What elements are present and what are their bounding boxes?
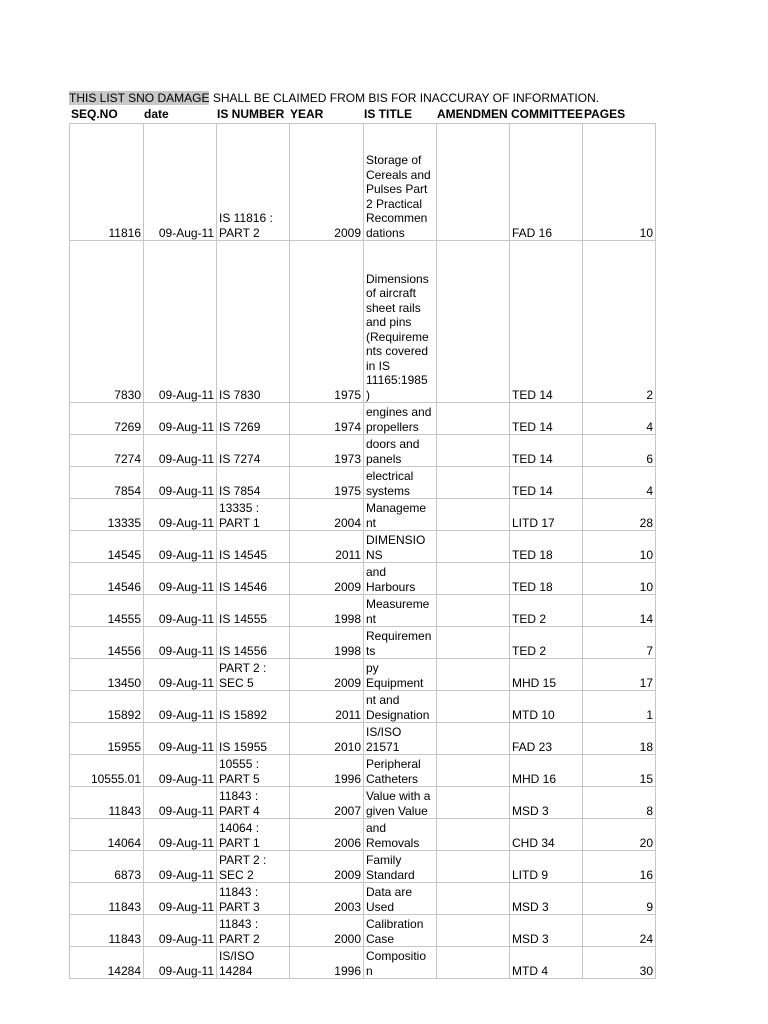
cell-date: 09-Aug-11 [144,467,217,499]
cell-is-title: IS/ISO 21571 [364,723,437,755]
cell-is-title: Requiremen ts [364,627,437,659]
cell-year: 2010 [290,723,364,755]
cell-pages: 28 [583,499,656,531]
cell-is-title: Value with a given Value [364,787,437,819]
cell-date: 09-Aug-11 [144,787,217,819]
cell-amendment [437,627,510,659]
cell-pages: 16 [583,851,656,883]
cell-pages: 2 [583,241,656,403]
cell-committee: MTD 4 [510,947,583,979]
cell-committee: MHD 16 [510,755,583,787]
cell-is-title: Storage of Cereals and Pulses Part 2 Practical Recommen dations [364,124,437,241]
cell-is-title: Dimensions of aircraft sheet rails and pins (Requireme nts covered in IS 11165:1985 ) [364,241,437,403]
cell-is-title: Peripheral Catheters [364,755,437,787]
cell-seq-no: 14284 [70,947,144,979]
cell-pages: 24 [583,915,656,947]
table-row [70,499,656,531]
cell-year: 2011 [290,531,364,563]
cell-amendment [437,499,510,531]
cell-pages: 1 [583,691,656,723]
cell-committee: TED 14 [510,241,583,403]
cell-pages: 10 [583,563,656,595]
cell-date: 09-Aug-11 [144,124,217,241]
cell-year: 1998 [290,627,364,659]
header-is-number: IS NUMBER [217,107,285,121]
header-seq-no: SEQ.NO [71,107,118,121]
cell-committee: TED 14 [510,467,583,499]
cell-year: 2011 [290,691,364,723]
cell-year: 1996 [290,947,364,979]
table-row [70,691,656,723]
cell-date: 09-Aug-11 [144,915,217,947]
cell-is-number: 13335 : PART 1 [217,499,290,531]
cell-year: 2004 [290,499,364,531]
table-row [70,723,656,755]
cell-seq-no: 11843 [70,787,144,819]
cell-amendment [437,851,510,883]
cell-seq-no: 14545 [70,531,144,563]
cell-year: 2006 [290,819,364,851]
cell-is-number: PART 2 : SEC 2 [217,851,290,883]
cell-date: 09-Aug-11 [144,723,217,755]
cell-committee: TED 18 [510,563,583,595]
cell-pages: 10 [583,531,656,563]
cell-year: 2007 [290,787,364,819]
cell-is-title: doors and panels [364,435,437,467]
cell-amendment [437,755,510,787]
cell-date: 09-Aug-11 [144,241,217,403]
header-pages: PAGES [584,107,626,121]
cell-year: 2009 [290,563,364,595]
cell-is-title: py Equipment [364,659,437,691]
table-row [70,403,656,435]
table-row [70,787,656,819]
cell-is-title: nt and Designation [364,691,437,723]
cell-seq-no: 13450 [70,659,144,691]
cell-is-number: 14064 : PART 1 [217,819,290,851]
cell-pages: 4 [583,467,656,499]
cell-date: 09-Aug-11 [144,499,217,531]
table-row [70,819,656,851]
table-row [70,947,656,979]
cell-committee: TED 18 [510,531,583,563]
cell-year: 2009 [290,124,364,241]
cell-is-number: IS 14555 [217,595,290,627]
cell-seq-no: 15892 [70,691,144,723]
column-header-row [0,106,768,122]
cell-is-title: Manageme nt [364,499,437,531]
cell-committee: MTD 10 [510,691,583,723]
header-committee: COMMITTEE [511,107,583,121]
cell-amendment [437,403,510,435]
cell-amendment [437,435,510,467]
cell-committee: FAD 16 [510,124,583,241]
cell-year: 1973 [290,435,364,467]
cell-seq-no: 11843 [70,915,144,947]
cell-seq-no: 7854 [70,467,144,499]
cell-is-title: and Removals [364,819,437,851]
cell-pages: 15 [583,755,656,787]
cell-year: 1974 [290,403,364,435]
cell-committee: MSD 3 [510,787,583,819]
cell-is-title: Calibration Case [364,915,437,947]
header-amendment: AMENDMEN [437,107,508,121]
cell-committee: MSD 3 [510,883,583,915]
cell-is-number: IS 7269 [217,403,290,435]
table-row [70,915,656,947]
cell-date: 09-Aug-11 [144,435,217,467]
cell-seq-no: 11843 [70,883,144,915]
cell-is-title: and Harbours [364,563,437,595]
cell-pages: 20 [583,819,656,851]
cell-committee: CHD 34 [510,819,583,851]
cell-is-title: Compositio n [364,947,437,979]
header-is-title: IS TITLE [364,107,412,121]
cell-is-number: IS 7854 [217,467,290,499]
cell-pages: 4 [583,403,656,435]
table-row [70,755,656,787]
table-row [70,241,656,403]
cell-amendment [437,241,510,403]
cell-is-number: IS 7274 [217,435,290,467]
cell-pages: 14 [583,595,656,627]
cell-committee: LITD 17 [510,499,583,531]
cell-pages: 8 [583,787,656,819]
cell-amendment [437,883,510,915]
cell-is-title: engines and propellers [364,403,437,435]
cell-is-title: DIMENSIO NS [364,531,437,563]
cell-year: 2009 [290,659,364,691]
cell-is-number: IS 15892 [217,691,290,723]
table-row [70,659,656,691]
cell-is-title: Measureme nt [364,595,437,627]
cell-seq-no: 7274 [70,435,144,467]
cell-is-title: Family Standard [364,851,437,883]
cell-committee: MSD 3 [510,915,583,947]
cell-is-number: IS 11816 : PART 2 [217,124,290,241]
cell-pages: 17 [583,659,656,691]
cell-committee: MHD 15 [510,659,583,691]
cell-date: 09-Aug-11 [144,691,217,723]
cell-is-number: IS/ISO 14284 [217,947,290,979]
disclaimer-text: SHALL BE CLAIMED FROM BIS FOR INACCURAY OF INFORMATION. [209,91,600,105]
cell-is-title: electrical systems [364,467,437,499]
cell-is-number: IS 14546 [217,563,290,595]
cell-committee: TED 14 [510,403,583,435]
cell-date: 09-Aug-11 [144,819,217,851]
cell-pages: 9 [583,883,656,915]
cell-is-number: 10555 : PART 5 [217,755,290,787]
cell-date: 09-Aug-11 [144,531,217,563]
disclaimer-highlight: THIS LIST SNO DAMAGE [69,91,210,105]
cell-seq-no: 7269 [70,403,144,435]
cell-date: 09-Aug-11 [144,755,217,787]
cell-seq-no: 6873 [70,851,144,883]
cell-seq-no: 11816 [70,124,144,241]
cell-seq-no: 7830 [70,241,144,403]
cell-year: 2003 [290,883,364,915]
cell-is-number: IS 7830 [217,241,290,403]
table-row [70,851,656,883]
table-row [70,563,656,595]
cell-is-number: 11843 : PART 2 [217,915,290,947]
cell-seq-no: 15955 [70,723,144,755]
cell-seq-no: 10555.01 [70,755,144,787]
header-date: date [144,107,169,121]
cell-year: 2009 [290,851,364,883]
cell-committee: LITD 9 [510,851,583,883]
header-year: YEAR [290,107,324,121]
cell-date: 09-Aug-11 [144,595,217,627]
cell-year: 1975 [290,467,364,499]
cell-pages: 7 [583,627,656,659]
cell-pages: 30 [583,947,656,979]
cell-is-number: IS 14556 [217,627,290,659]
cell-pages: 6 [583,435,656,467]
cell-seq-no: 14556 [70,627,144,659]
disclaimer-notice [69,91,599,105]
cell-date: 09-Aug-11 [144,627,217,659]
cell-pages: 18 [583,723,656,755]
table-row [70,531,656,563]
cell-amendment [437,723,510,755]
cell-amendment [437,531,510,563]
cell-amendment [437,915,510,947]
cell-date: 09-Aug-11 [144,563,217,595]
cell-seq-no: 14064 [70,819,144,851]
table-row [70,595,656,627]
cell-date: 09-Aug-11 [144,883,217,915]
table-row [70,883,656,915]
cell-amendment [437,819,510,851]
cell-pages: 10 [583,124,656,241]
cell-amendment [437,787,510,819]
cell-date: 09-Aug-11 [144,659,217,691]
cell-committee: FAD 23 [510,723,583,755]
cell-amendment [437,595,510,627]
cell-year: 1975 [290,241,364,403]
cell-seq-no: 14555 [70,595,144,627]
table-row [70,435,656,467]
standards-table [69,123,656,979]
cell-amendment [437,947,510,979]
cell-is-title: Data are Used [364,883,437,915]
cell-date: 09-Aug-11 [144,947,217,979]
cell-amendment [437,659,510,691]
cell-is-number: IS 15955 [217,723,290,755]
cell-year: 2000 [290,915,364,947]
cell-amendment [437,124,510,241]
cell-year: 1996 [290,755,364,787]
cell-is-number: IS 14545 [217,531,290,563]
cell-date: 09-Aug-11 [144,851,217,883]
cell-amendment [437,467,510,499]
cell-date: 09-Aug-11 [144,403,217,435]
cell-committee: TED 2 [510,595,583,627]
cell-seq-no: 13335 [70,499,144,531]
cell-seq-no: 14546 [70,563,144,595]
cell-committee: TED 14 [510,435,583,467]
cell-is-number: 11843 : PART 4 [217,787,290,819]
cell-is-number: PART 2 : SEC 5 [217,659,290,691]
cell-amendment [437,691,510,723]
table-row [70,124,656,241]
cell-year: 1998 [290,595,364,627]
table-row [70,467,656,499]
table-row [70,627,656,659]
cell-committee: TED 2 [510,627,583,659]
cell-is-number: 11843 : PART 3 [217,883,290,915]
cell-amendment [437,563,510,595]
